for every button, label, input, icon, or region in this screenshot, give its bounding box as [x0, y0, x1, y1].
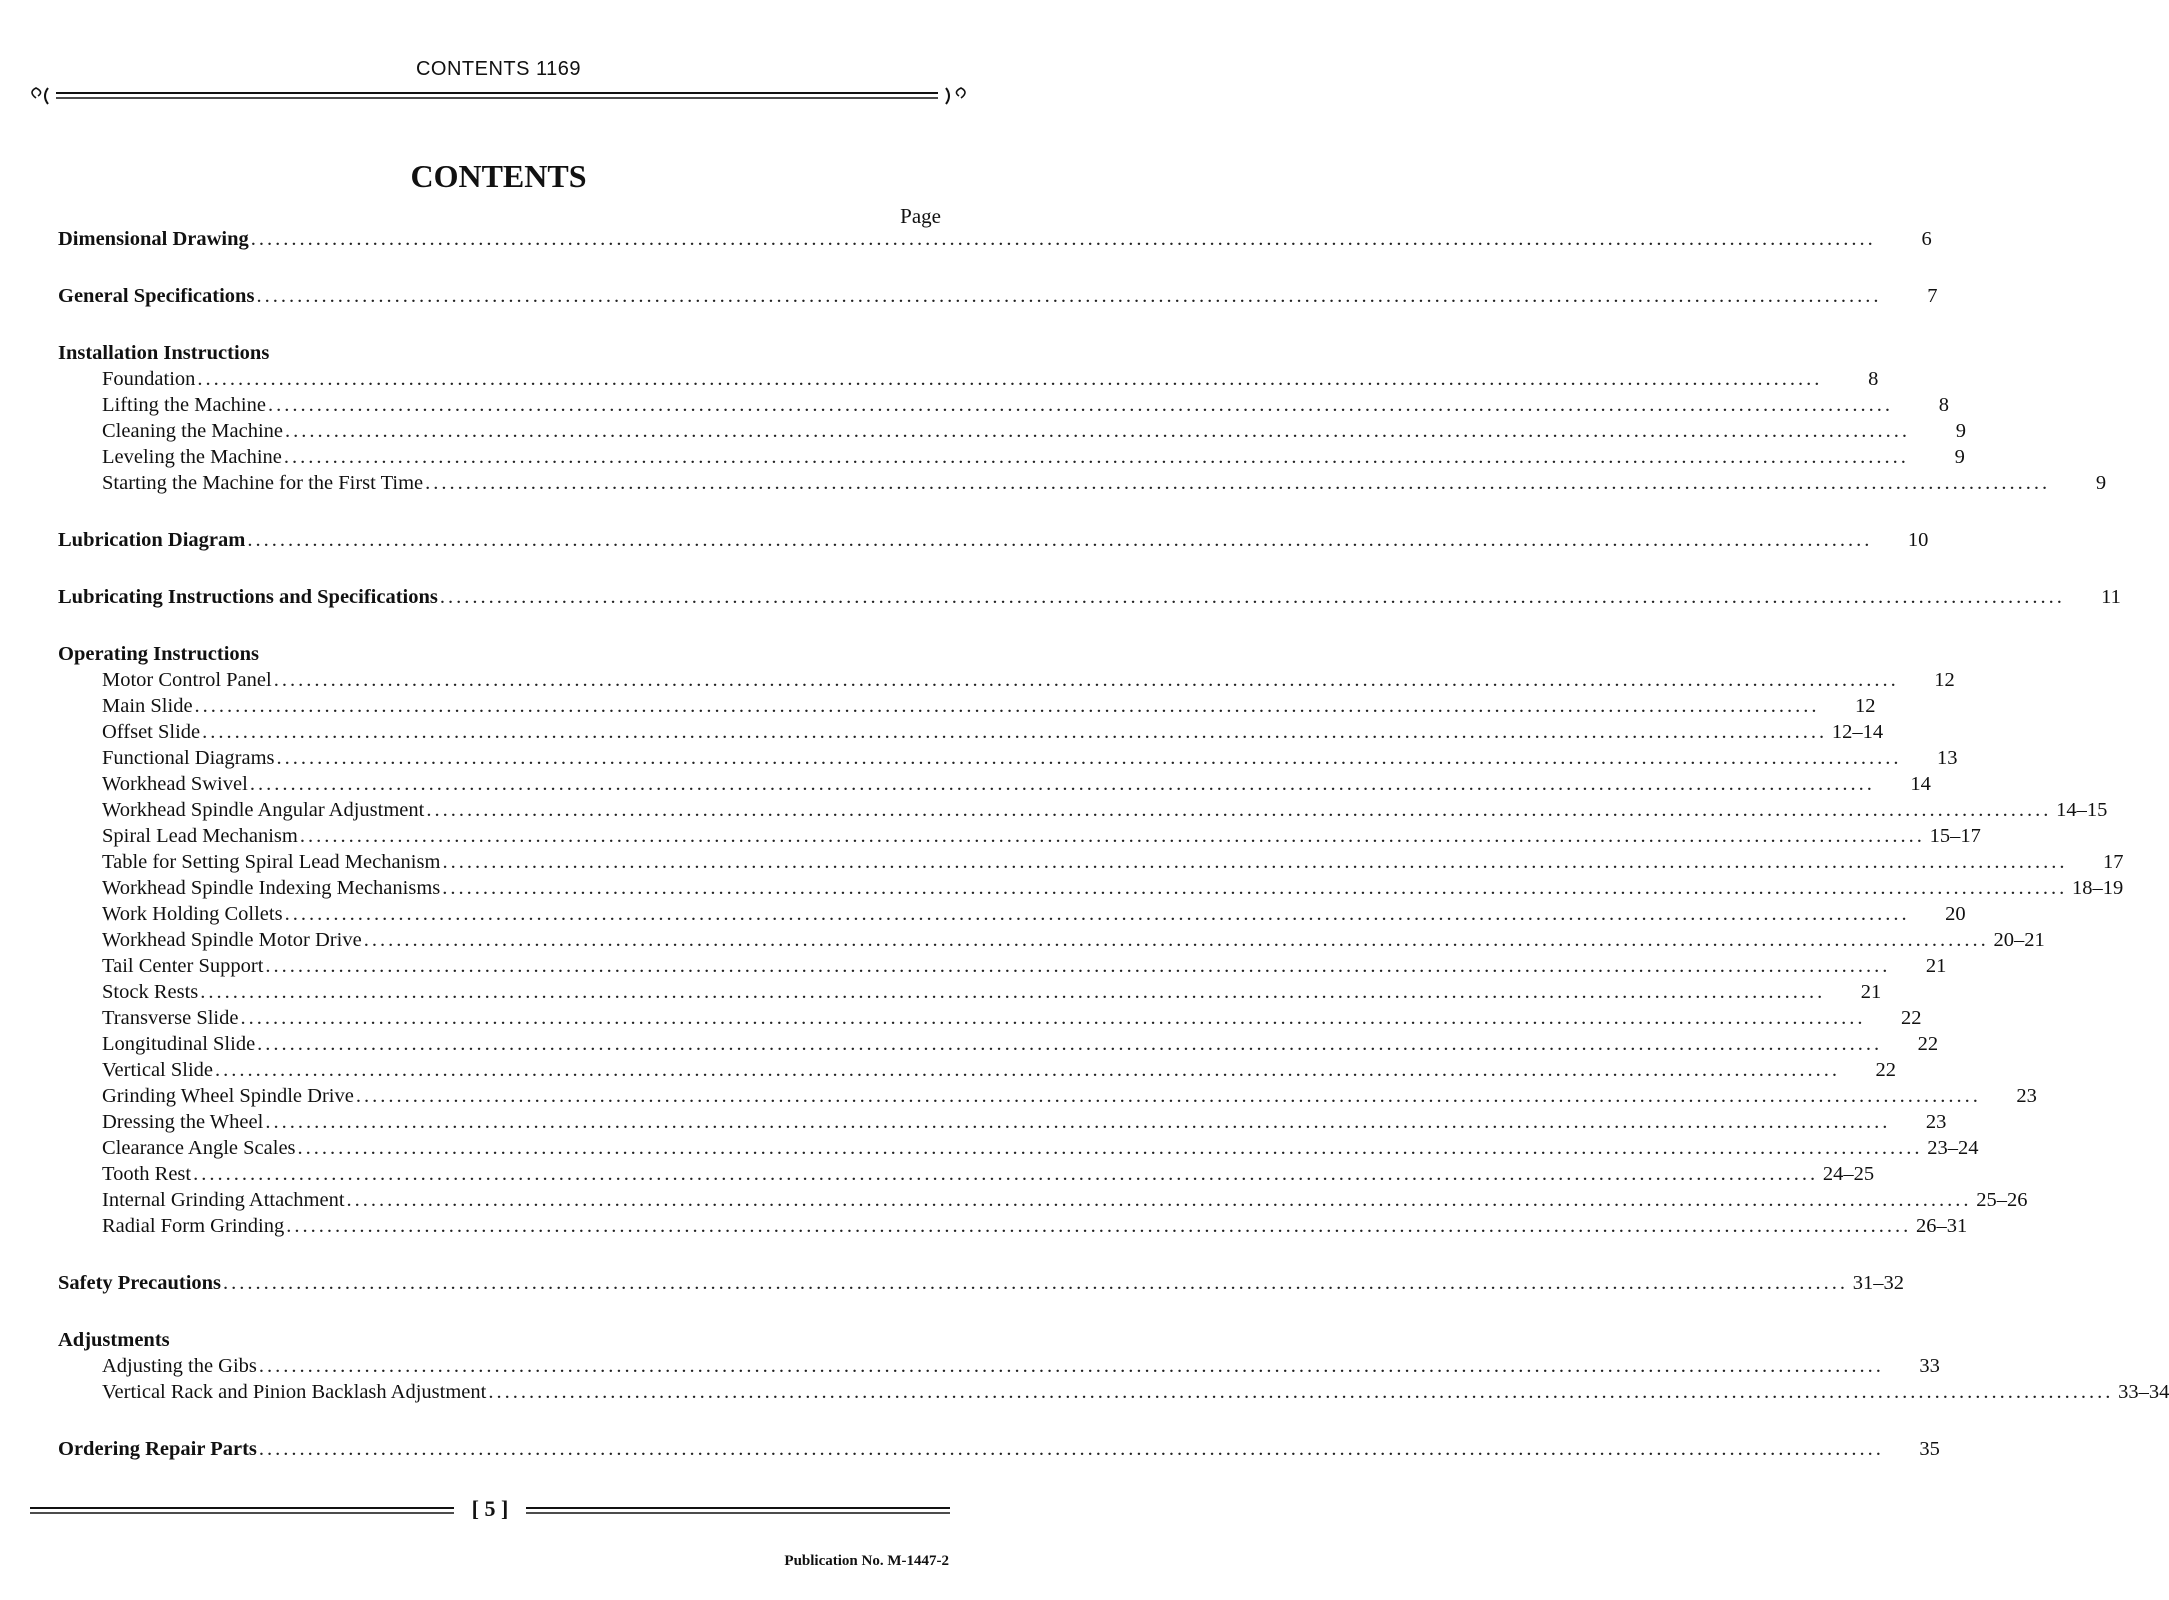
toc-entry — [58, 392, 1949, 418]
toc-page-number: 9 — [2095, 472, 2107, 494]
toc-entry-label: Lifting the Machine — [102, 394, 266, 416]
toc-entry-label: Tail Center Support — [102, 955, 264, 977]
toc-entry-label: Workhead Spindle Indexing Mechanisms — [102, 877, 441, 899]
toc-entry-label: Transverse Slide — [102, 1007, 239, 1029]
dot-leader: ........................................................................................................................................................................................................ — [355, 1085, 1981, 1107]
dot-leader: ........................................................................................................................................................................................................ — [240, 1007, 1866, 1029]
toc-page-number: 23–24 — [1927, 1137, 1979, 1159]
dot-leader: ........................................................................................................................................................................................................ — [488, 1381, 2114, 1403]
toc-section-entry — [58, 584, 2121, 610]
toc-page-number: 14–15 — [2056, 799, 2108, 821]
dot-leader: ........................................................................................................................................................................................................ — [267, 394, 1893, 416]
toc-entry — [58, 1057, 1897, 1083]
toc-section-heading: Installation Instructions — [58, 342, 270, 364]
toc-entry — [58, 771, 1931, 797]
dot-leader: ........................................................................................................................................................................................................ — [265, 955, 1891, 977]
toc-page-number: 12–14 — [1831, 721, 1884, 743]
header-label: CONTENTS 1169 — [415, 58, 582, 80]
toc-page-number: 15–17 — [1929, 825, 1981, 847]
toc-section-entry — [58, 527, 1929, 553]
toc-gap — [58, 1239, 941, 1270]
dot-leader: ........................................................................................................................................................................................................ — [286, 1215, 1912, 1237]
toc-entry — [58, 1161, 1875, 1187]
toc-entry-label: Main Slide — [102, 695, 193, 717]
toc-entry — [58, 745, 1958, 771]
dot-leader: ........................................................................................................................................................................................................ — [426, 799, 2052, 821]
toc-page-number: 7 — [1927, 285, 1938, 307]
toc-page-number: 22 — [1900, 1007, 1922, 1029]
dot-leader: ........................................................................................................................................................................................................ — [258, 1355, 1884, 1377]
toc-entry-label: Workhead Spindle Motor Drive — [102, 929, 362, 951]
footer-rule-right — [526, 1504, 950, 1518]
toc-page-number: 9 — [1955, 420, 1967, 442]
dot-leader: ........................................................................................................................................................................................................ — [247, 529, 1873, 551]
toc-page-number: 21 — [1925, 955, 1947, 977]
toc-page-number: 6 — [1921, 228, 1932, 250]
dot-leader: ........................................................................................................................................................................................................ — [285, 420, 1911, 442]
toc-page-number: 33–34 — [2118, 1381, 2169, 1403]
dot-leader: ........................................................................................................................................................................................................ — [273, 669, 1899, 691]
toc-entry — [58, 849, 2124, 875]
toc-entry-label: Tooth Rest — [102, 1163, 192, 1185]
toc-entry-label: Lubrication Diagram — [58, 529, 246, 551]
dot-leader: ........................................................................................................................................................................................................ — [258, 1438, 1884, 1460]
toc-page-number: 9 — [1954, 446, 1965, 468]
dot-leader: ........................................................................................................................................................................................................ — [223, 1272, 1849, 1294]
toc-entry-label: Workhead Swivel — [102, 773, 248, 795]
toc-entry — [58, 667, 1955, 693]
footer-rule-left — [30, 1504, 454, 1518]
dot-leader: ........................................................................................................................................................................................................ — [283, 446, 1909, 468]
toc-page-number: 23 — [2016, 1085, 2037, 1107]
dot-leader: ........................................................................................................................................................................................................ — [202, 721, 1828, 743]
toc-gap — [58, 553, 941, 584]
toc-page-number: 33 — [1919, 1355, 1940, 1377]
toc-page-number: 26–31 — [1915, 1215, 1968, 1237]
toc-entry-label: General Specifications — [58, 285, 255, 307]
dot-leader: ........................................................................................................................................................................................................ — [265, 1111, 1891, 1133]
toc-entry-label: Radial Form Grinding — [102, 1215, 285, 1237]
toc-page-number: 20 — [1945, 903, 1966, 925]
toc-entry — [58, 1379, 2169, 1405]
toc-entry-label: Workhead Spindle Angular Adjustment — [102, 799, 425, 821]
toc-gap — [58, 252, 941, 283]
toc-page-number: 8 — [1868, 368, 1879, 390]
toc-page-number: 22 — [1917, 1033, 1939, 1055]
toc-entry-label: Table for Setting Spiral Lead Mechanism — [102, 851, 441, 873]
toc-entry-label: Offset Slide — [102, 721, 201, 743]
toc-page-number: 8 — [1938, 394, 1949, 416]
toc-entry-label: Safety Precautions — [58, 1272, 222, 1294]
toc-entry-label: Grinding Wheel Spindle Drive — [102, 1085, 354, 1107]
toc-section-heading: Operating Instructions — [58, 643, 260, 665]
toc-entry — [58, 1187, 2028, 1213]
page-number: [ 5 ] — [471, 1496, 509, 1521]
toc-page-number: 12 — [1855, 695, 1876, 717]
toc-entry-label: Adjusting the Gibs — [102, 1355, 257, 1377]
toc-entry-label: Longitudinal Slide — [102, 1033, 256, 1055]
dot-leader: ........................................................................................................................................................................................................ — [299, 825, 1925, 847]
dot-leader: ........................................................................................................................................................................................................ — [257, 1033, 1883, 1055]
dot-leader: ........................................................................................................................................................................................................ — [194, 695, 1820, 717]
dot-leader: ........................................................................................................................................................................................................ — [439, 586, 2065, 608]
dot-leader: ........................................................................................................................................................................................................ — [363, 929, 1989, 951]
toc-entry — [58, 470, 2107, 496]
dot-leader: ........................................................................................................................................................................................................ — [346, 1189, 1972, 1211]
toc-page-number: 24–25 — [1822, 1163, 1875, 1185]
toc-section-heading: Adjustments — [58, 1329, 170, 1351]
dot-leader: ........................................................................................................................................................................................................ — [249, 773, 1875, 795]
toc-entry — [58, 875, 2124, 901]
toc-page-number: 21 — [1860, 981, 1882, 1003]
toc-page-number: 11 — [2101, 586, 2121, 608]
toc-entry — [58, 1083, 2037, 1109]
toc-page-number: 35 — [1919, 1438, 1940, 1460]
toc-entry — [58, 366, 1879, 392]
toc-entry — [58, 1213, 1968, 1239]
toc-entry-label: Leveling the Machine — [102, 446, 282, 468]
toc-entry — [58, 444, 1965, 470]
toc-entry — [58, 901, 1966, 927]
toc-gap — [58, 610, 941, 641]
toc-entry-label: Cleaning the Machine — [102, 420, 284, 442]
dot-leader: ........................................................................................................................................................................................................ — [276, 747, 1902, 769]
toc-entry — [58, 1135, 1979, 1161]
toc-gap — [58, 496, 941, 527]
toc-entry-label: Work Holding Collets — [102, 903, 283, 925]
dot-leader: ........................................................................................................................................................................................................ — [284, 903, 1910, 925]
toc-entry-label: Dimensional Drawing — [58, 228, 249, 250]
toc-page-number: 10 — [1907, 529, 1929, 551]
dot-leader: ........................................................................................................................................................................................................ — [442, 877, 2068, 899]
toc-entry-label: Lubricating Instructions and Specifications — [58, 586, 438, 608]
toc-entry — [58, 823, 1981, 849]
toc-entry-label: Motor Control Panel — [102, 669, 272, 691]
toc-gap — [58, 309, 941, 340]
toc-entry-label: Internal Grinding Attachment — [102, 1189, 345, 1211]
toc-entry-label: Spiral Lead Mechanism — [102, 825, 298, 847]
publication-number: Publication No. M-1447-2 — [784, 1553, 949, 1569]
toc-entry-label: Ordering Repair Parts — [58, 1438, 257, 1460]
toc-entry-label: Vertical Rack and Pinion Backlash Adjustment — [102, 1381, 487, 1403]
toc-entry — [58, 1031, 1939, 1057]
dot-leader: ........................................................................................................................................................................................................ — [250, 228, 1876, 250]
toc-entry — [58, 1109, 1947, 1135]
dot-leader: ........................................................................................................................................................................................................ — [215, 1059, 1841, 1081]
dot-leader: ........................................................................................................................................................................................................ — [256, 285, 1882, 307]
page-column-header: Page — [900, 204, 941, 228]
toc-entry-label: Dressing the Wheel — [102, 1111, 264, 1133]
toc-entry-label: Functional Diagrams — [102, 747, 275, 769]
toc-entry-label: Stock Rests — [102, 981, 199, 1003]
header-rule-ornament — [26, 84, 971, 108]
toc-page-number: 13 — [1937, 747, 1958, 769]
toc-section-entry — [58, 226, 1932, 252]
toc-entry — [58, 979, 1882, 1005]
table-of-contents — [58, 226, 2169, 1462]
toc-entry — [58, 953, 1947, 979]
toc-entry — [58, 693, 1876, 719]
toc-entry — [58, 418, 1967, 444]
toc-page-number: 23 — [1925, 1111, 1947, 1133]
toc-page-number: 14 — [1910, 773, 1931, 795]
toc-section-entry — [58, 1270, 1905, 1296]
dot-leader: ........................................................................................................................................................................................................ — [442, 851, 2068, 873]
toc-page-number: 18–19 — [2072, 877, 2124, 899]
toc-page-number: 20–21 — [1993, 929, 2045, 951]
dot-leader: ........................................................................................................................................................................................................ — [425, 472, 2051, 494]
toc-page-number: 12 — [1934, 669, 1955, 691]
toc-entry — [58, 1005, 1922, 1031]
toc-entry-label: Vertical Slide — [102, 1059, 214, 1081]
toc-entry-label: Starting the Machine for the First Time — [102, 472, 424, 494]
toc-entry — [58, 719, 1884, 745]
dot-leader: ........................................................................................................................................................................................................ — [200, 981, 1826, 1003]
toc-gap — [58, 1405, 941, 1436]
toc-entry-label: Clearance Angle Scales — [102, 1137, 296, 1159]
toc-section-entry — [58, 1436, 1940, 1462]
page-title: CONTENTS — [410, 158, 587, 194]
dot-leader: ........................................................................................................................................................................................................ — [197, 368, 1823, 390]
toc-section-entry — [58, 283, 1938, 309]
dot-leader: ........................................................................................................................................................................................................ — [193, 1163, 1819, 1185]
toc-entry — [58, 927, 2045, 953]
toc-page-number: 22 — [1875, 1059, 1897, 1081]
toc-page-number: 31–32 — [1852, 1272, 1905, 1294]
toc-gap — [58, 1296, 941, 1327]
toc-entry — [58, 1353, 1940, 1379]
dot-leader: ........................................................................................................................................................................................................ — [297, 1137, 1923, 1159]
toc-page-number: 25–26 — [1976, 1189, 2028, 1211]
toc-entry — [58, 797, 2108, 823]
toc-page-number: 17 — [2102, 851, 2124, 873]
toc-entry-label: Foundation — [102, 368, 196, 390]
